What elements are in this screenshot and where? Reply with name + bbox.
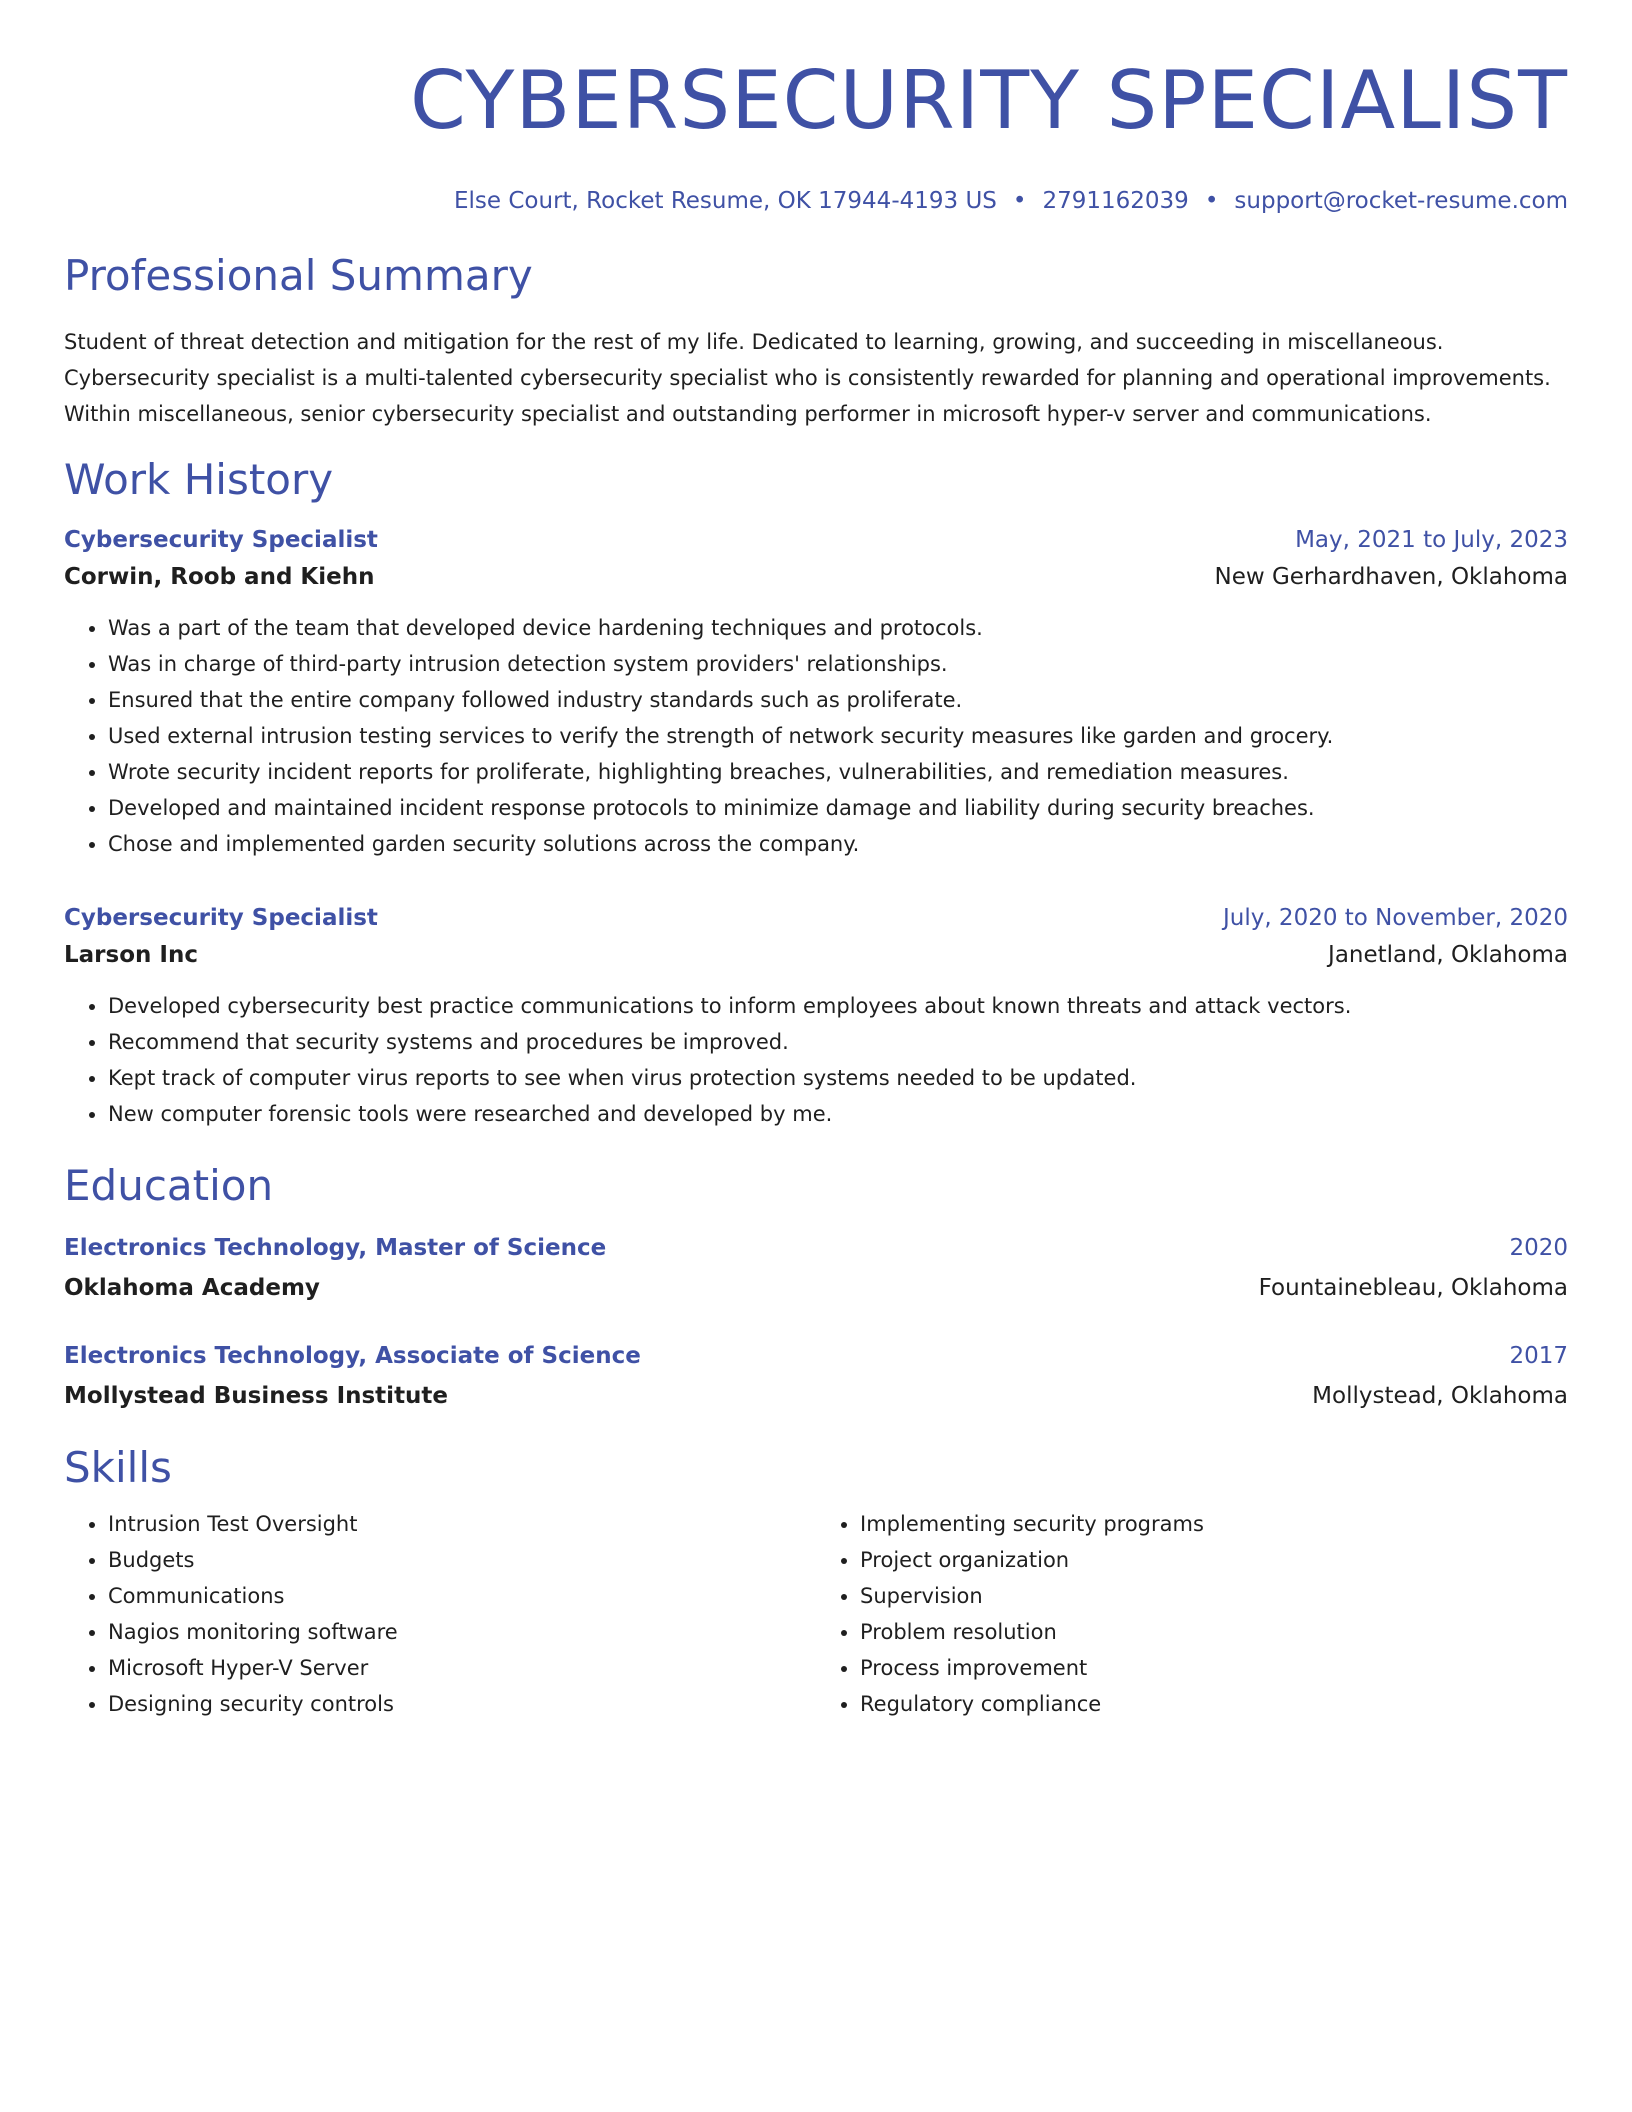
work-history-section bbox=[64, 454, 1568, 1132]
skills-heading: Skills bbox=[64, 1443, 172, 1492]
skills-list bbox=[64, 1506, 816, 1722]
list-item: • Kept track of computer virus reports to see when virus protection systems needed to be updated. bbox=[108, 1060, 1568, 1096]
list-item: • Used external intrusion testing services to verify the strength of network security measures like garden and grocery. bbox=[108, 718, 1568, 754]
job-responsibilities bbox=[64, 988, 1568, 1132]
education-section bbox=[64, 1160, 1568, 1416]
skill-item: • Problem resolution bbox=[860, 1614, 1568, 1650]
list-item: • Developed cybersecurity best practice communications to inform employees about known threats and attack vectors. bbox=[108, 988, 1568, 1024]
list-item: • Chose and implemented garden security solutions across the company. bbox=[108, 826, 1568, 862]
skill-item: • Nagios monitoring software bbox=[108, 1614, 816, 1650]
skill-item: • Designing security controls bbox=[108, 1686, 816, 1722]
list-item: • Was in charge of third-party intrusion detection system providers' relationships. bbox=[108, 646, 1568, 682]
skills-list bbox=[816, 1506, 1568, 1722]
skill-item: • Microsoft Hyper-V Server bbox=[108, 1650, 816, 1686]
graduation-year: 2020 bbox=[1509, 1235, 1568, 1261]
work-history-heading: Work History bbox=[64, 455, 334, 504]
skill-item: • Budgets bbox=[108, 1542, 816, 1578]
job-dates: May, 2021 to July, 2023 bbox=[1295, 527, 1568, 553]
education-entry bbox=[64, 1230, 1568, 1308]
job-location: Janetland, Oklahoma bbox=[1328, 942, 1568, 968]
skill-item: • Communications bbox=[108, 1578, 816, 1614]
skill-item: • Supervision bbox=[860, 1578, 1568, 1614]
contact-separator: • bbox=[1204, 188, 1219, 214]
list-item: • Was a part of the team that developed device hardening techniques and protocols. bbox=[108, 610, 1568, 646]
job-location: New Gerhardhaven, Oklahoma bbox=[1214, 564, 1568, 590]
skills-column-left bbox=[64, 1506, 816, 1722]
school-location: Mollystead, Oklahoma bbox=[1312, 1383, 1568, 1409]
contact-line bbox=[64, 186, 1568, 216]
contact-address: Else Court, Rocket Resume, OK 17944-4193 US bbox=[454, 188, 997, 214]
education-entry bbox=[64, 1338, 1568, 1416]
skills-section bbox=[64, 1442, 1568, 1722]
company-name: Corwin, Roob and Kiehn bbox=[64, 564, 375, 590]
list-item: • Wrote security incident reports for proliferate, highlighting breaches, vulnerabilities, and remediation measures. bbox=[108, 754, 1568, 790]
job-entry bbox=[64, 900, 1568, 1132]
list-item: • Recommend that security systems and procedures be improved. bbox=[108, 1024, 1568, 1060]
degree-name: Electronics Technology, Master of Science bbox=[64, 1235, 607, 1261]
skill-item: • Implementing security programs bbox=[860, 1506, 1568, 1542]
company-name: Larson Inc bbox=[64, 942, 198, 968]
candidate-title: CYBERSECURITY SPECIALIST bbox=[410, 54, 1568, 147]
job-responsibilities bbox=[64, 610, 1568, 862]
skill-item: • Regulatory compliance bbox=[860, 1686, 1568, 1722]
list-item: • Developed and maintained incident response protocols to minimize damage and liability during security breaches. bbox=[108, 790, 1568, 826]
resume-header bbox=[64, 52, 1568, 216]
skills-column-right bbox=[816, 1506, 1568, 1722]
degree-name: Electronics Technology, Associate of Science bbox=[64, 1343, 641, 1369]
graduation-year: 2017 bbox=[1509, 1343, 1568, 1369]
list-item: • Ensured that the entire company followed industry standards such as proliferate. bbox=[108, 682, 1568, 718]
education-heading: Education bbox=[64, 1161, 274, 1210]
summary-heading: Professional Summary bbox=[64, 251, 533, 300]
contact-email: support@rocket-resume.com bbox=[1234, 188, 1568, 214]
job-title: Cybersecurity Specialist bbox=[64, 905, 378, 931]
contact-separator: • bbox=[1012, 188, 1027, 214]
job-title: Cybersecurity Specialist bbox=[64, 527, 378, 553]
skill-item: • Intrusion Test Oversight bbox=[108, 1506, 816, 1542]
summary-text: Student of threat detection and mitigation for the rest of my life. Dedicated to learning, growing, and succeeding in miscellaneous. Cybersecurity specialist is a multi-talented cybersecurity specialist who is consistently rewarded for planning and operational improvements. Within miscellaneous, senior cybersecurity specialist and outstanding performer in microsoft hyper-v server and communications. bbox=[64, 330, 1551, 426]
contact-phone: 2791162039 bbox=[1042, 188, 1189, 214]
skill-item: • Process improvement bbox=[860, 1650, 1568, 1686]
list-item: • New computer forensic tools were researched and developed by me. bbox=[108, 1096, 1568, 1132]
skills-columns bbox=[64, 1506, 1568, 1722]
school-name: Oklahoma Academy bbox=[64, 1275, 320, 1301]
summary-section bbox=[64, 250, 1568, 432]
school-location: Fountainebleau, Oklahoma bbox=[1258, 1275, 1568, 1301]
skill-item: • Project organization bbox=[860, 1542, 1568, 1578]
school-name: Mollystead Business Institute bbox=[64, 1383, 449, 1409]
job-dates: July, 2020 to November, 2020 bbox=[1222, 905, 1568, 931]
job-entry bbox=[64, 522, 1568, 862]
